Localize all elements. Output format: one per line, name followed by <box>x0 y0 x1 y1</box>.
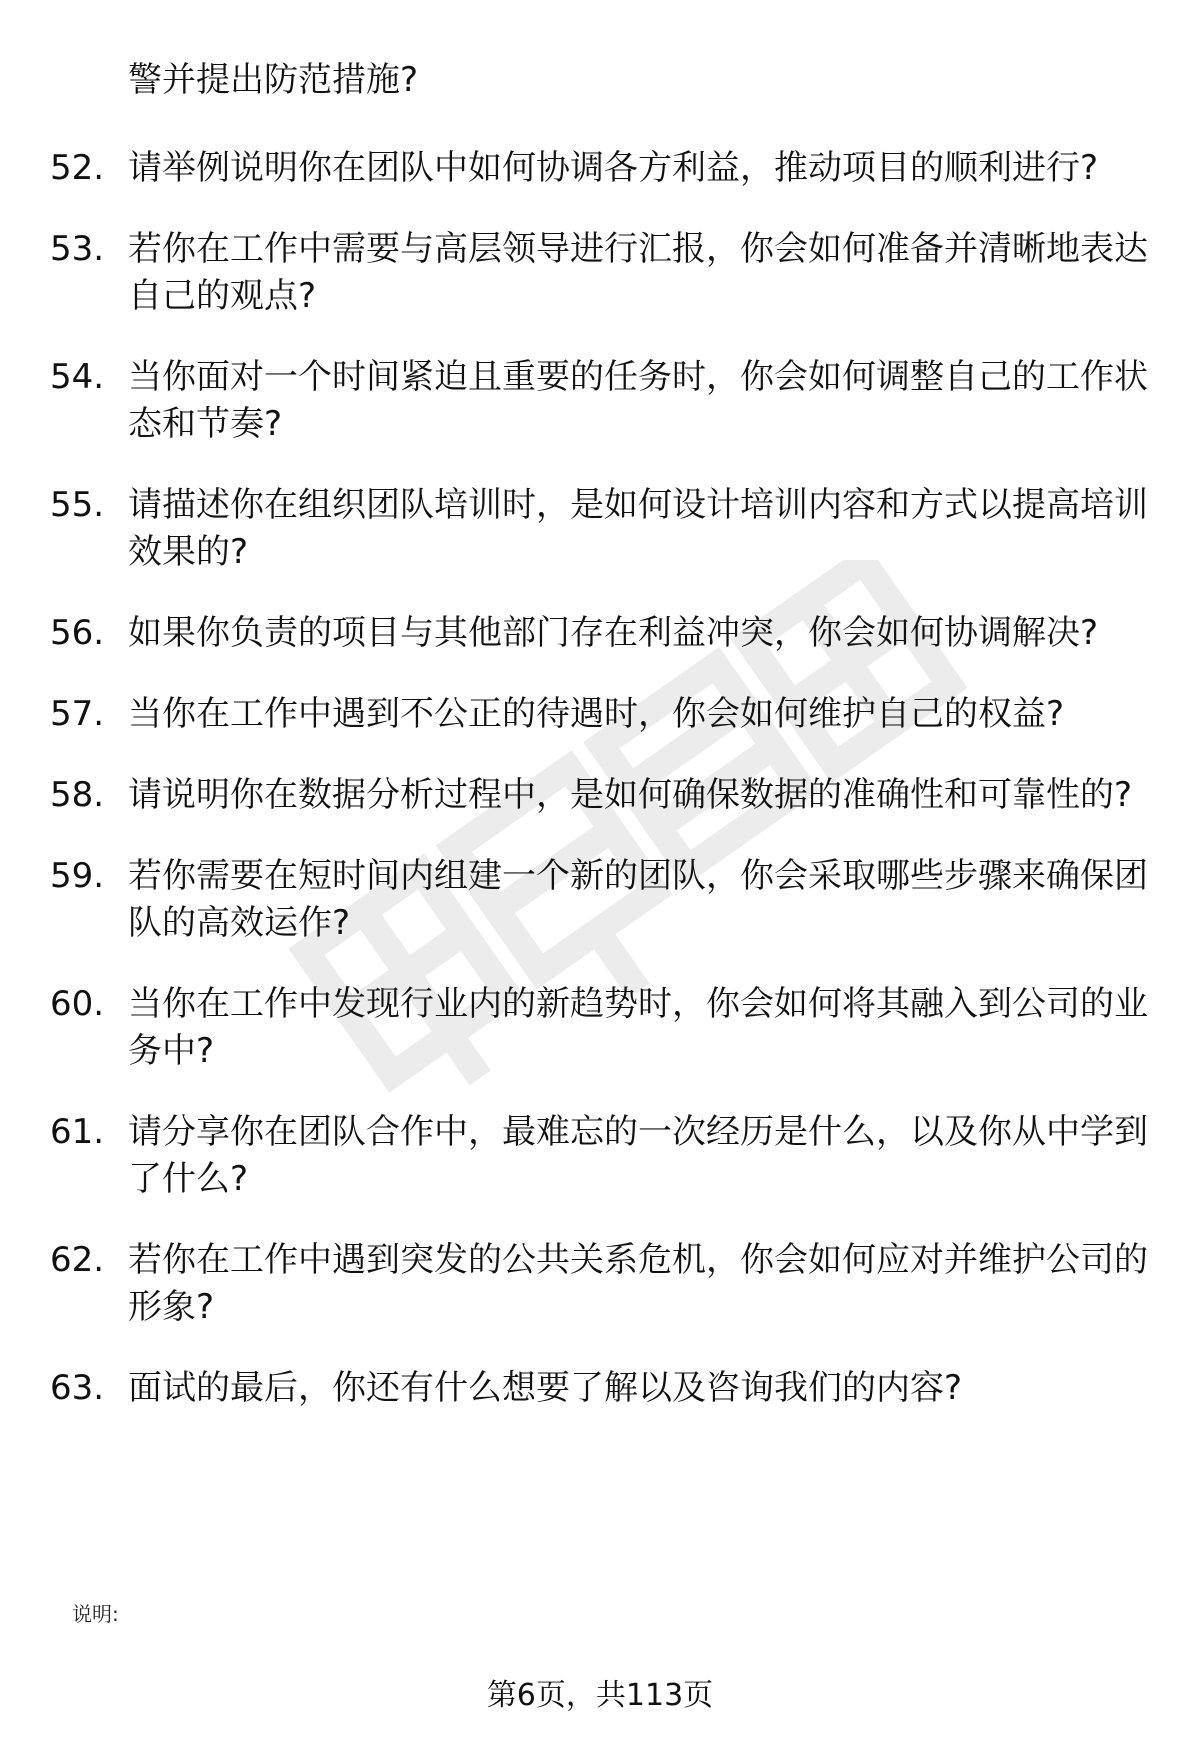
question-text: 当你面对一个时间紧迫且重要的任务时，你会如何调整自己的工作状态和节奏? <box>128 357 1148 444</box>
question-number: 60. <box>50 984 105 1024</box>
question-number: 62. <box>50 1240 105 1280</box>
question-text: 如果你负责的项目与其他部门存在利益冲突，你会如何协调解决? <box>128 613 1099 653</box>
question-text: 请描述你在组织团队培训时，是如何设计培训内容和方式以提高培训效果的? <box>128 485 1148 572</box>
question-text: 请说明你在数据分析过程中，是如何确保数据的准确性和可靠性的? <box>128 775 1133 815</box>
question-item <box>50 354 1150 448</box>
question-number: 59. <box>50 856 105 896</box>
question-number: 52. <box>50 148 105 188</box>
question-text: 若你在工作中需要与高层领导进行汇报，你会如何准备并清晰地表达自己的观点? <box>128 229 1148 316</box>
question-text: 当你在工作中发现行业内的新趋势时，你会如何将其融入到公司的业务中? <box>128 984 1148 1071</box>
question-text: 面试的最后，你还有什么想要了解以及咨询我们的内容? <box>128 1368 963 1408</box>
question-number: 57. <box>50 694 105 734</box>
question-item <box>50 691 1150 738</box>
question-number: 56. <box>50 613 105 653</box>
page-footer: 第6页，共113页 <box>486 1678 714 1713</box>
question-item <box>50 226 1150 320</box>
question-item <box>50 981 1150 1075</box>
question-text: 请分享你在团队合作中，最难忘的一次经历是什么，以及你从中学到了什么? <box>128 1112 1148 1199</box>
question-item <box>50 1109 1150 1203</box>
question-item <box>50 772 1150 819</box>
question-number: 61. <box>50 1112 105 1152</box>
question-item <box>50 1365 1150 1412</box>
question-number: 55. <box>50 485 105 525</box>
question-item <box>50 1237 1150 1331</box>
question-list <box>50 145 1150 1446</box>
continued-question-text: 警并提出防范措施? <box>128 60 419 100</box>
question-text: 请举例说明你在团队中如何协调各方利益，推动项目的顺利进行? <box>128 148 1099 188</box>
note-label: 说明: <box>72 1602 119 1626</box>
question-item <box>50 482 1150 576</box>
question-item <box>50 145 1150 192</box>
question-number: 53. <box>50 229 105 269</box>
question-item <box>50 610 1150 657</box>
question-item <box>50 853 1150 947</box>
question-text: 若你在工作中遇到突发的公共关系危机，你会如何应对并维护公司的形象? <box>128 1240 1148 1327</box>
question-number: 63. <box>50 1368 105 1408</box>
question-text: 当你在工作中遇到不公正的待遇时，你会如何维护自己的权益? <box>128 694 1065 734</box>
question-number: 54. <box>50 357 105 397</box>
question-text: 若你需要在短时间内组建一个新的团队，你会采取哪些步骤来确保团队的高效运作? <box>128 856 1148 943</box>
question-number: 58. <box>50 775 105 815</box>
